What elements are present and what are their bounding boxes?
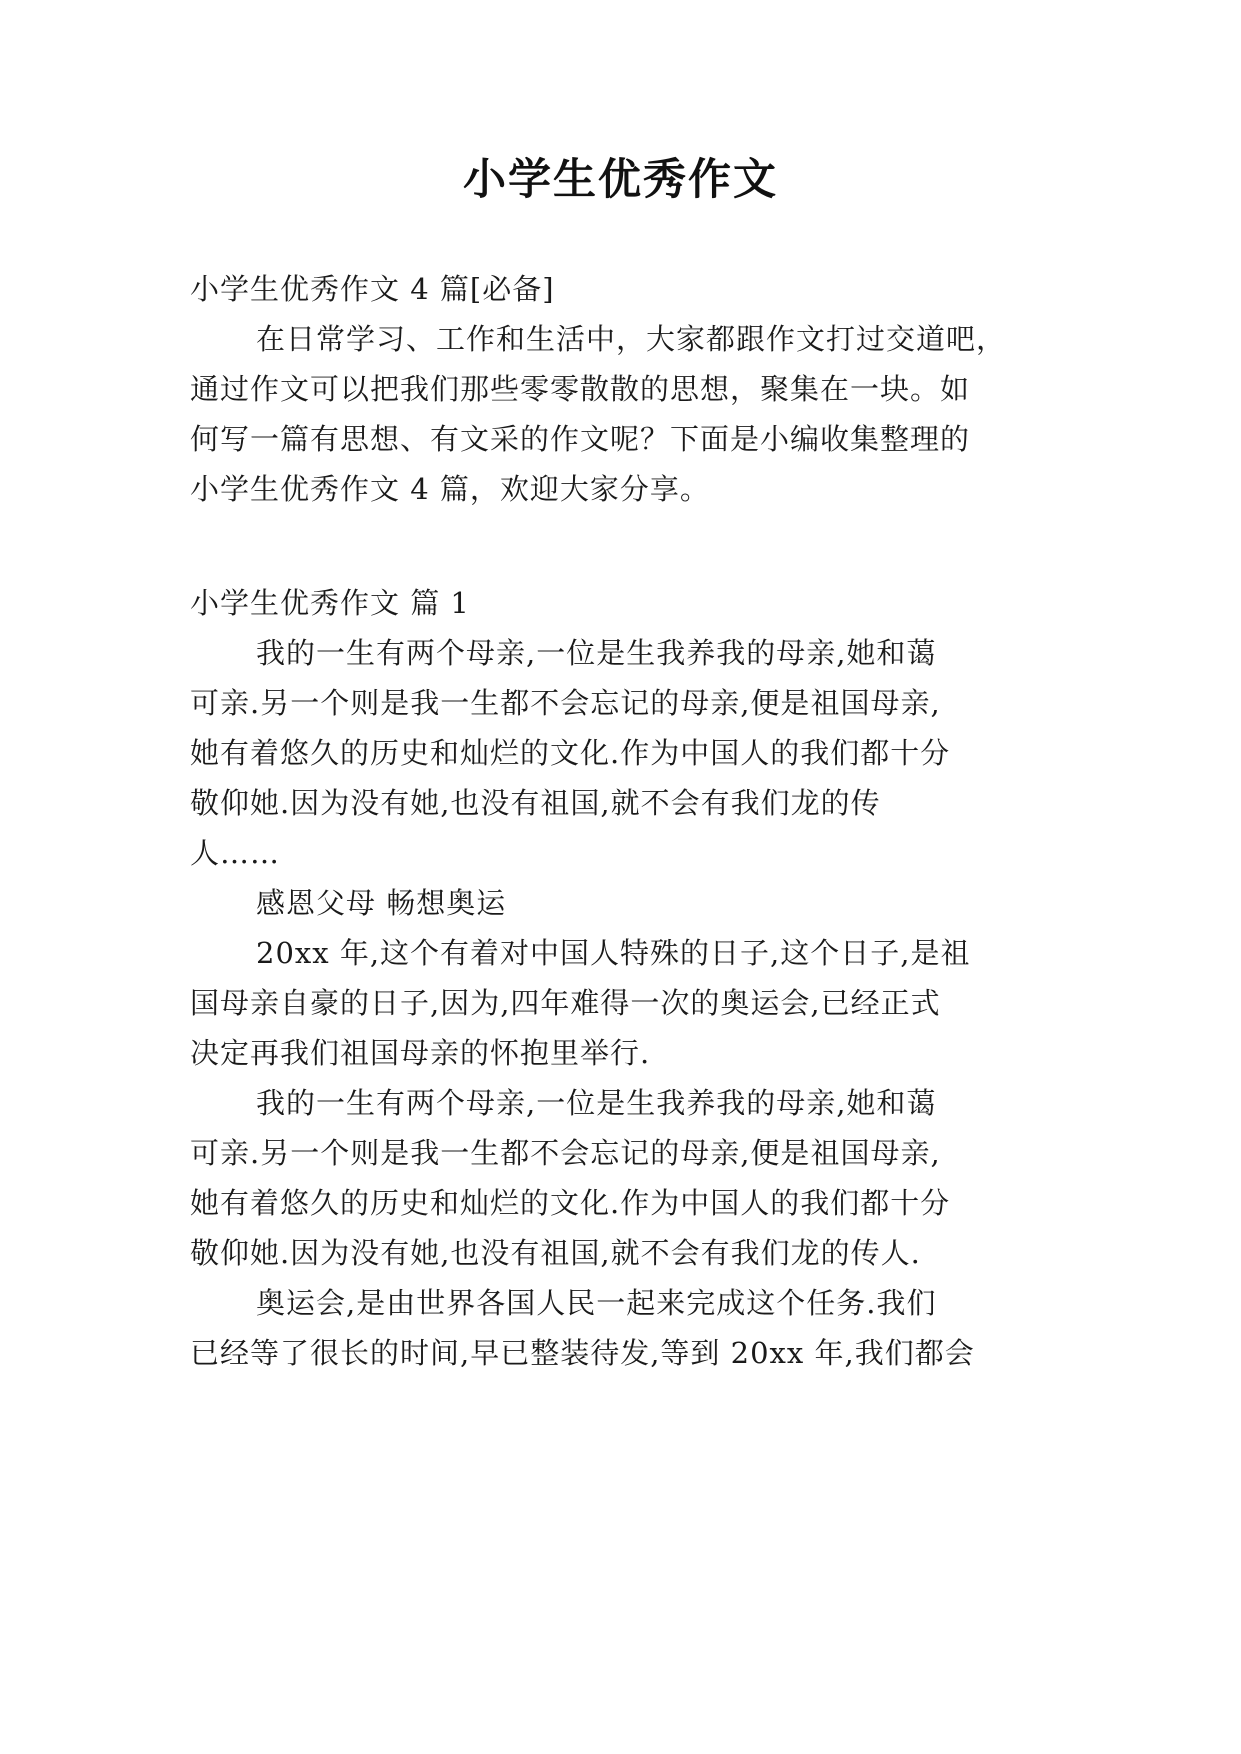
paragraph-line: 敬仰她.因为没有她,也没有祖国,就不会有我们龙的传 — [190, 786, 881, 820]
paragraph-line: 我的一生有两个母亲,一位是生我养我的母亲,她和蔼 — [256, 1086, 937, 1120]
document-title: 小学生优秀作文 — [463, 155, 778, 205]
essay-heading: 小学生优秀作文 篇 1 — [190, 586, 470, 620]
paragraph-line: 可亲.另一个则是我一生都不会忘记的母亲,便是祖国母亲, — [190, 1136, 941, 1170]
section-gap — [190, 514, 1050, 578]
paragraph-line: 已经等了很长的时间,早已整装待发,等到 20xx 年,我们都会 — [190, 1336, 975, 1370]
paragraph-line: 可亲.另一个则是我一生都不会忘记的母亲,便是祖国母亲, — [190, 686, 941, 720]
paragraph-line: 国母亲自豪的日子,因为,四年难得一次的奥运会,已经正式 — [190, 986, 941, 1020]
paragraph-line: 我的一生有两个母亲,一位是生我养我的母亲,她和蔼 — [256, 636, 937, 670]
paragraph-line: 人…… — [190, 836, 281, 870]
paragraph-line: 她有着悠久的历史和灿烂的文化.作为中国人的我们都十分 — [190, 1186, 951, 1220]
intro-line: 在日常学习、工作和生活中，大家都跟作文打过交道吧， — [256, 322, 1007, 356]
intro-line: 小学生优秀作文 4 篇，欢迎大家分享。 — [190, 472, 710, 506]
paragraph-line: 奥运会,是由世界各国人民一起来完成这个任务.我们 — [256, 1286, 937, 1320]
paragraph-line: 她有着悠久的历史和灿烂的文化.作为中国人的我们都十分 — [190, 736, 951, 770]
intro-line: 通过作文可以把我们那些零零散散的思想，聚集在一块。如 — [190, 372, 971, 406]
intro-heading: 小学生优秀作文 4 篇[必备] — [190, 272, 555, 306]
paragraph-line: 敬仰她.因为没有她,也没有祖国,就不会有我们龙的传人. — [190, 1236, 921, 1270]
intro-line: 何写一篇有思想、有文采的作文呢？下面是小编收集整理的 — [190, 422, 971, 456]
paragraph-line: 20xx 年,这个有着对中国人特殊的日子,这个日子,是祖 — [256, 936, 971, 970]
paragraph-line: 决定再我们祖国母亲的怀抱里举行. — [190, 1036, 651, 1070]
essay-subtitle: 感恩父母 畅想奥运 — [256, 886, 507, 920]
document-body — [190, 264, 1050, 1378]
